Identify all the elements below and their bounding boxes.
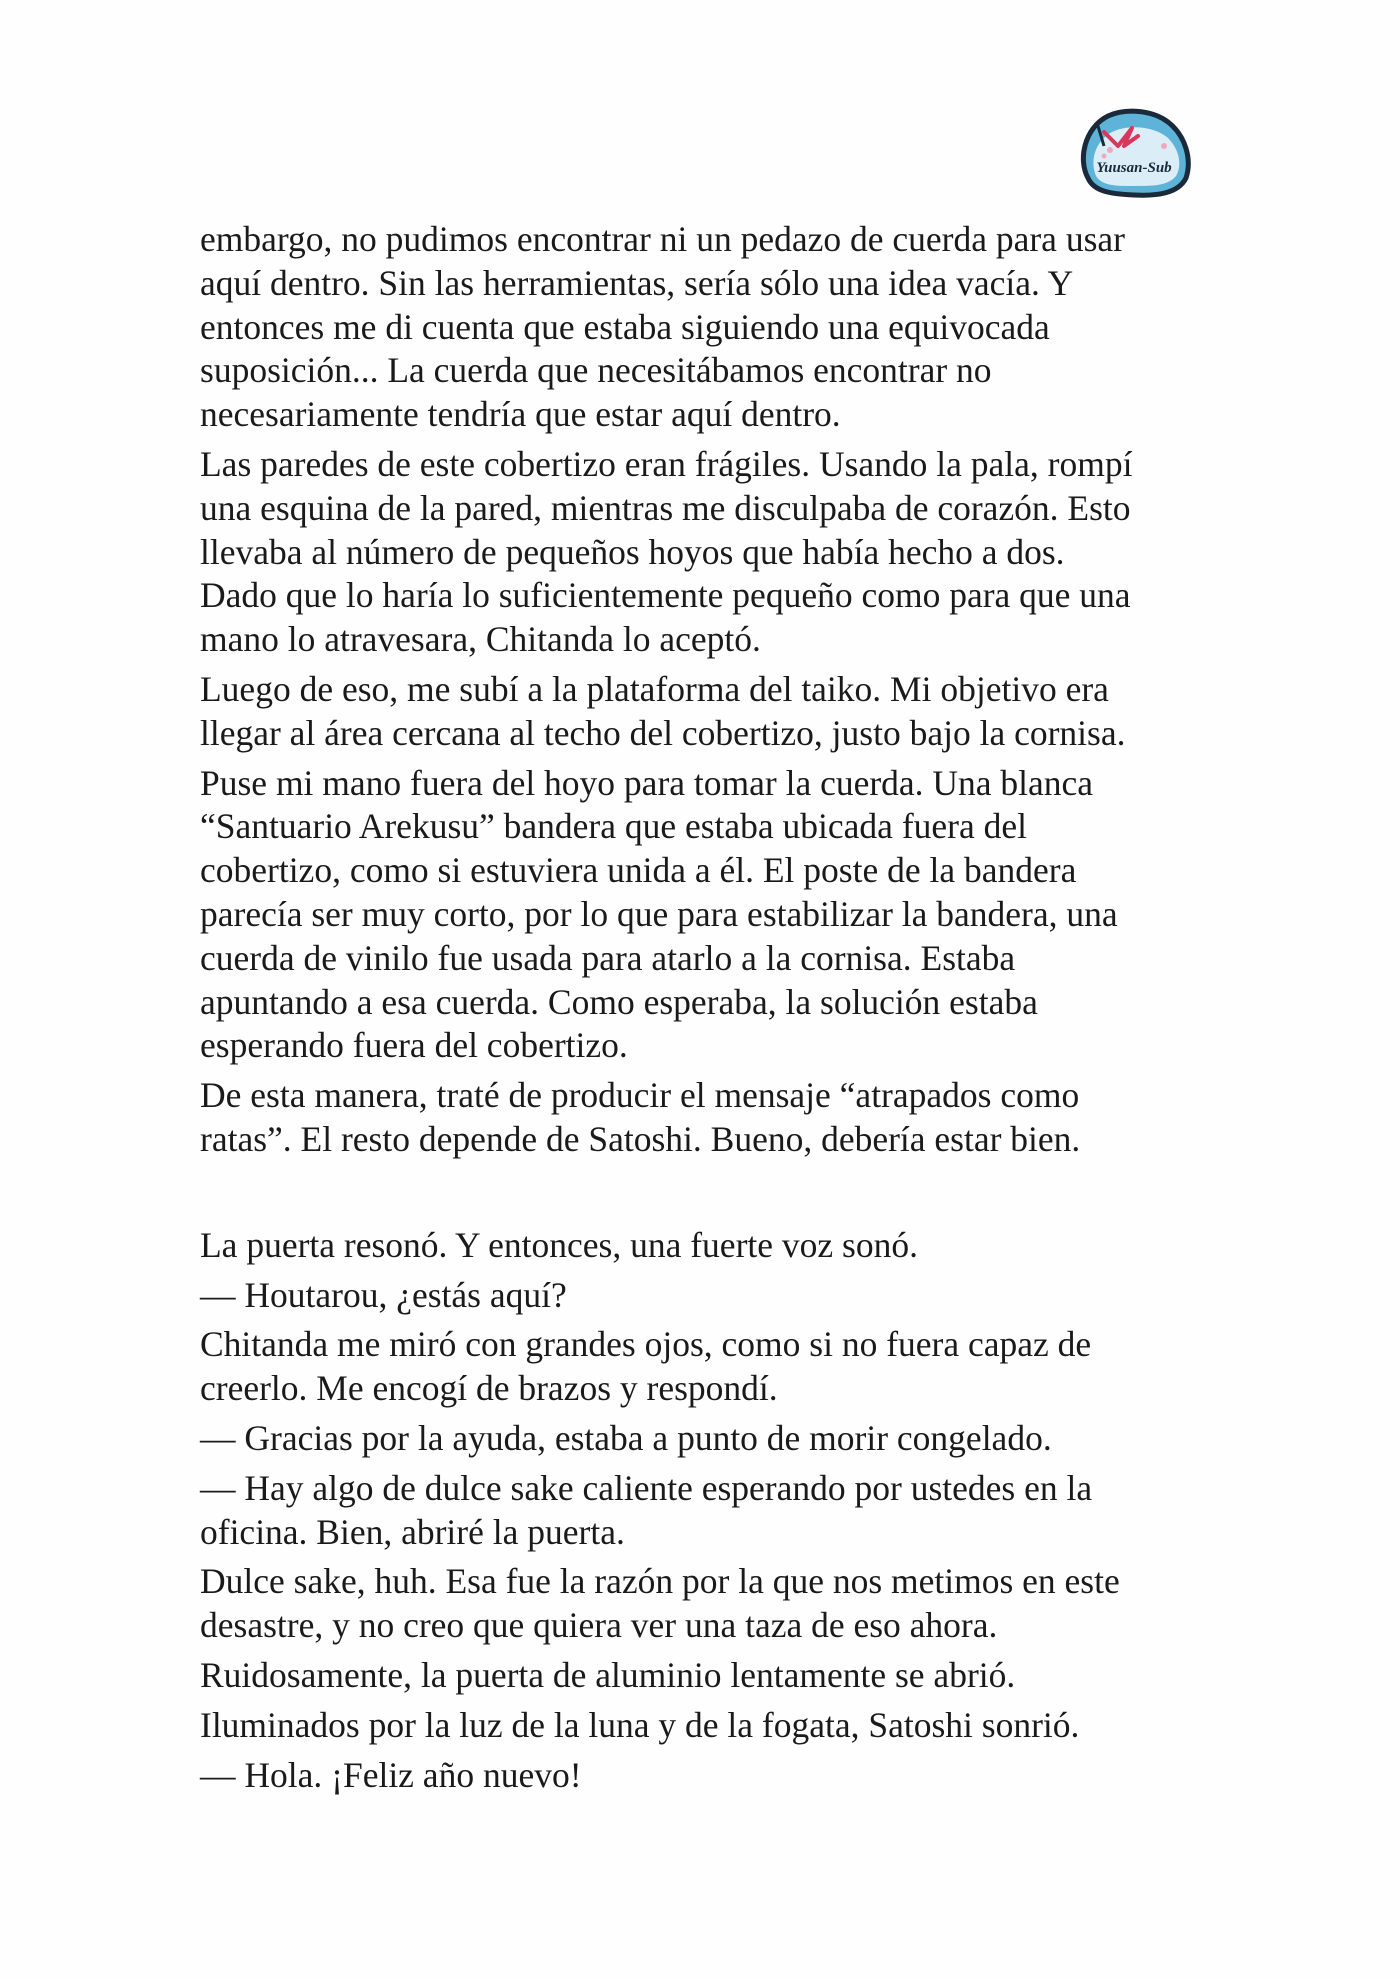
text-line: Puse mi mano fuera del hoyo para tomar la cuerda. Una blanca bbox=[200, 762, 1094, 803]
yuusan-sub-logo bbox=[1074, 106, 1194, 198]
text-line: esperando fuera del cobertizo. bbox=[200, 1025, 628, 1066]
text-line: ratas”. El resto depende de Satoshi. Bueno, debería estar bien. bbox=[200, 1118, 1081, 1159]
text-line: Ruidosamente, la puerta de aluminio lentamente se abrió. bbox=[200, 1654, 1016, 1695]
logo-badge-icon bbox=[1074, 106, 1194, 198]
text-line: — Gracias por la ayuda, estaba a punto de morir congelado. bbox=[200, 1417, 1052, 1458]
paragraph bbox=[200, 1074, 1210, 1162]
text-line: cuerda de vinilo fue usada para atarlo a la cornisa. Estaba bbox=[200, 937, 1016, 978]
text-line: Dulce sake, huh. Esa fue la razón por la que nos metimos en este bbox=[200, 1561, 1120, 1602]
paragraph bbox=[200, 1560, 1210, 1648]
text-line: oficina. Bien, abriré la puerta. bbox=[200, 1511, 625, 1552]
text-line: creerlo. Me encogí de brazos y respondí. bbox=[200, 1368, 778, 1409]
text-line: — Hay algo de dulce sake caliente esperando por ustedes en la bbox=[200, 1467, 1093, 1508]
paragraph bbox=[200, 443, 1210, 662]
text-line: Las paredes de este cobertizo eran frágiles. Usando la pala, rompí bbox=[200, 443, 1133, 484]
text-line: embargo, no pudimos encontrar ni un pedazo de cuerda para usar bbox=[200, 219, 1125, 259]
text-line: mano lo atravesara, Chitanda lo aceptó. bbox=[200, 619, 761, 660]
paragraph bbox=[200, 1224, 1210, 1268]
logo-text: Yuusan-Sub bbox=[1096, 160, 1172, 176]
section-break bbox=[200, 1168, 1210, 1224]
text-line: Chitanda me miró con grandes ojos, como si no fuera capaz de bbox=[200, 1324, 1092, 1365]
paragraph bbox=[200, 218, 1210, 437]
text-line: parecía ser muy corto, por lo que para estabilizar la bandera, una bbox=[200, 893, 1118, 934]
text-line: llevaba al número de pequeños hoyos que había hecho a dos. bbox=[200, 531, 1065, 572]
text-line: cobertizo, como si estuviera unida a él. El poste de la bandera bbox=[200, 850, 1077, 891]
text-line: Dado que lo haría lo suficientemente pequeño como para que una bbox=[200, 575, 1131, 616]
paragraph bbox=[200, 1467, 1210, 1555]
text-line: desastre, y no creo que quiera ver una taza de eso ahora. bbox=[200, 1605, 998, 1646]
text-line: suposición... La cuerda que necesitábamos encontrar no bbox=[200, 350, 992, 391]
text-line: La puerta resonó. Y entonces, una fuerte voz sonó. bbox=[200, 1224, 918, 1265]
paragraph bbox=[200, 762, 1210, 1069]
text-line: una esquina de la pared, mientras me disculpaba de corazón. Esto bbox=[200, 487, 1131, 528]
paragraph bbox=[200, 1323, 1210, 1411]
page-text bbox=[200, 218, 1210, 1803]
paragraph bbox=[200, 1274, 1210, 1318]
paragraph bbox=[200, 1417, 1210, 1461]
paragraph bbox=[200, 668, 1210, 756]
text-line: llegar al área cercana al techo del cobertizo, justo bajo la cornisa. bbox=[200, 712, 1126, 753]
paragraph bbox=[200, 1704, 1210, 1748]
text-line: — Hola. ¡Feliz año nuevo! bbox=[200, 1754, 582, 1795]
paragraph bbox=[200, 1654, 1210, 1698]
text-line: Luego de eso, me subí a la plataforma del taiko. Mi objetivo era bbox=[200, 668, 1109, 709]
text-line: entonces me di cuenta que estaba siguiendo una equivocada bbox=[200, 306, 1050, 347]
text-line: apuntando a esa cuerda. Como esperaba, la solución estaba bbox=[200, 981, 1038, 1022]
text-line: De esta manera, traté de producir el mensaje “atrapados como bbox=[200, 1075, 1080, 1116]
paragraph bbox=[200, 1754, 1210, 1798]
text-line: necesariamente tendría que estar aquí dentro. bbox=[200, 394, 841, 435]
text-line: aquí dentro. Sin las herramientas, sería sólo una idea vacía. Y bbox=[200, 262, 1074, 303]
text-line: “Santuario Arekusu” bandera que estaba ubicada fuera del bbox=[200, 806, 1027, 847]
text-line: — Houtarou, ¿estás aquí? bbox=[200, 1274, 567, 1315]
text-line: Iluminados por la luz de la luna y de la fogata, Satoshi sonrió. bbox=[200, 1704, 1080, 1745]
